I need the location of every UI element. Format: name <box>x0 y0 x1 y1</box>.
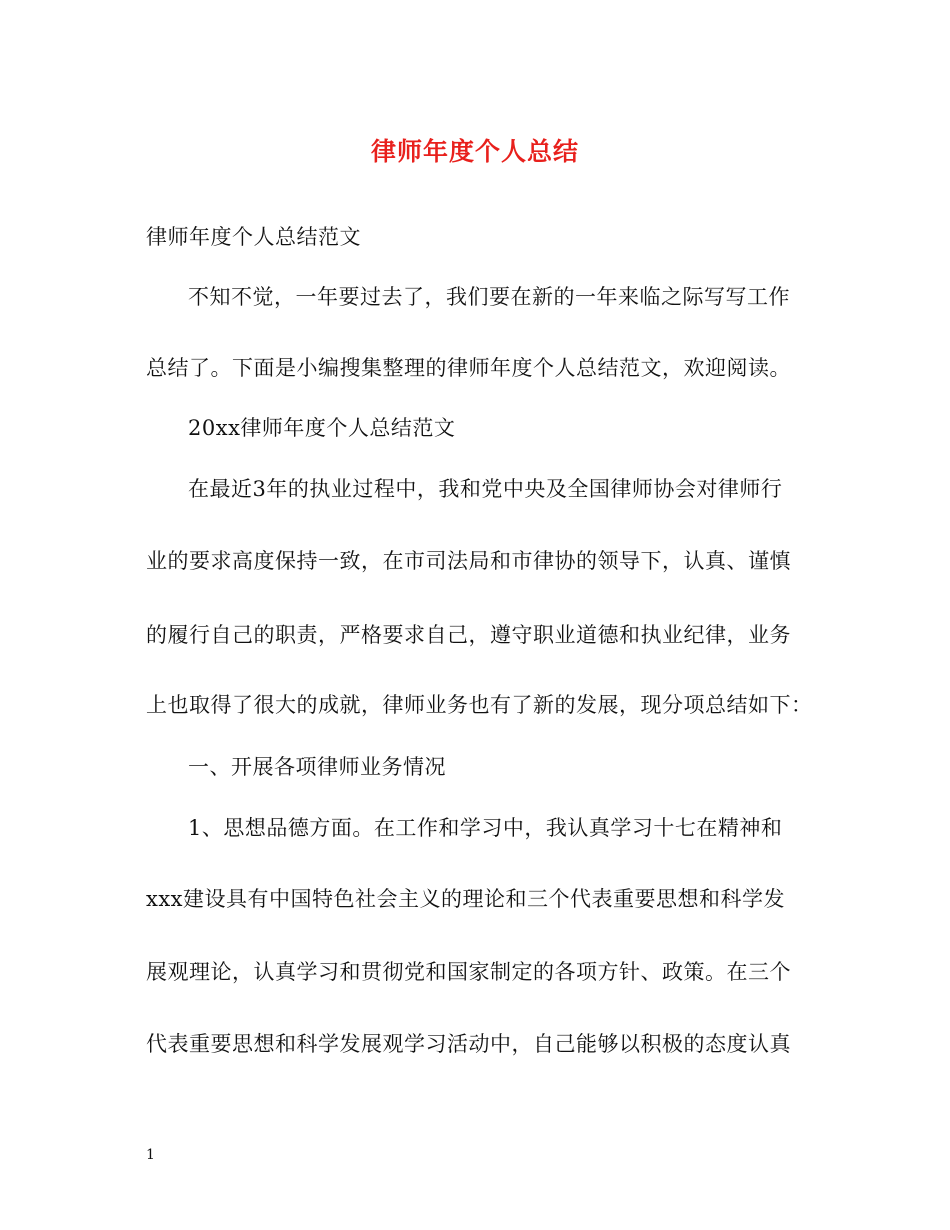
paragraph-line: 上也取得了很大的成就，律师业务也有了新的发展，现分项总结如下： <box>146 693 813 717</box>
document-title: 律师年度个人总结 <box>370 137 579 166</box>
paragraph-line: 1、思想品德方面。在工作和学习中，我认真学习十七在精神和 <box>188 816 783 840</box>
subtitle-line: 律师年度个人总结范文 <box>146 225 361 249</box>
paragraph-line: 在最近3年的执业过程中，我和党中央及全国律师协会对律师行 <box>188 477 783 501</box>
paragraph-line: 业的要求高度保持一致，在市司法局和市律协的领导下，认真、谨慎 <box>146 549 791 573</box>
section-heading: 20xx律师年度个人总结范文 <box>188 416 456 440</box>
paragraph-line: xxx建设具有中国特色社会主义的理论和三个代表重要思想和科学发 <box>146 887 786 911</box>
paragraph-line: 代表重要思想和科学发展观学习活动中，自己能够以积极的态度认真 <box>146 1032 791 1056</box>
paragraph-line: 不知不觉，一年要过去了，我们要在新的一年来临之际写写工作 <box>188 285 790 309</box>
page-number: 1 <box>146 1147 155 1163</box>
paragraph-line: 的履行自己的职责，严格要求自己，遵守职业道德和执业纪律，业务 <box>146 623 791 647</box>
paragraph-line: 展观理论，认真学习和贯彻党和国家制定的各项方针、政策。在三个 <box>146 960 791 984</box>
paragraph-line: 总结了。下面是小编搜集整理的律师年度个人总结范文，欢迎阅读。 <box>146 356 791 380</box>
section-heading: 一、开展各项律师业务情况 <box>188 755 446 779</box>
